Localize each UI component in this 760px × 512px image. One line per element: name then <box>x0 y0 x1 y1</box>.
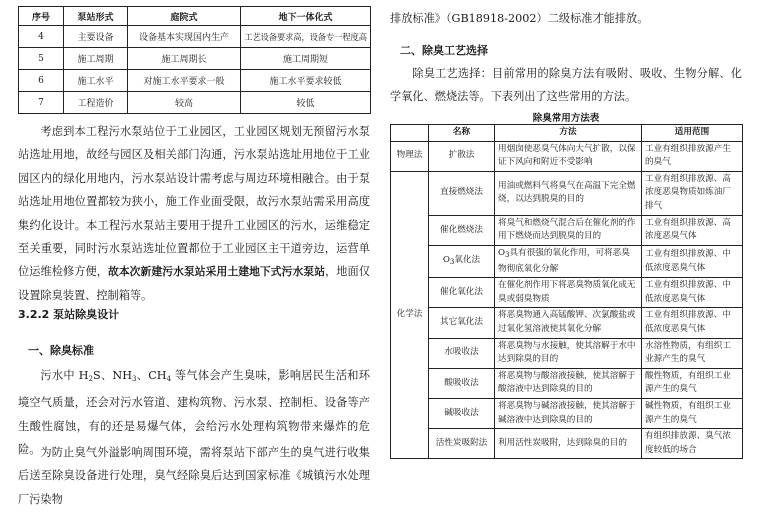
header-cell: 庭院式 <box>128 7 241 26</box>
site-selection-paragraph <box>18 120 370 307</box>
subscript: 2 <box>88 375 93 383</box>
subscript: 3 <box>449 257 455 266</box>
left-column <box>18 0 370 512</box>
table-row <box>391 215 743 245</box>
subscript: 3 <box>505 250 510 259</box>
method-name-cell: 催化氧化法 <box>429 278 495 308</box>
method-scope-cell: 水溶性物质，有组织工业源产生的臭气 <box>642 338 743 368</box>
method-name-cell: 碱吸收法 <box>429 398 495 428</box>
paragraph-text: S、NH <box>92 369 132 382</box>
table-cell: 主要设备 <box>64 26 128 48</box>
method-scope-cell: 酸性物质，有组织工业源产生的臭气 <box>642 368 743 398</box>
table-cell: 6 <box>19 70 64 92</box>
method-scope-cell: 有组织排放源、臭气浓度较低的场合 <box>642 429 743 459</box>
table-cell: 施工水平 <box>64 70 128 92</box>
method-desc-cell: 利用活性炭吸附，达到除臭的目的 <box>495 429 642 459</box>
subscript: 3 <box>131 375 137 383</box>
table-row <box>19 70 371 92</box>
odor-collection-paragraph: 为防止臭气外溢影响周围环境，需将泵站下部产生的臭气进行收集后送至除臭设备进行处理，臭气经除臭后达到国家标准《城镇污水处理厂污染物 <box>18 446 370 506</box>
table-row <box>391 278 743 308</box>
method-desc-cell <box>495 245 642 277</box>
paragraph-text: 考虑到本工程污水泵站位于工业园区，工业园区规划无预留污水泵站选址用地，故经与园区及相关部门沟通，污水泵站选址用地位于工业园区内的绿化用地内，污水泵站设计需考虑与周边环境相融合。由于泵站选址用地位置都较为狭小，施工作业面受限，故污水泵站需采用高度集约化设计。本工程污水泵站主要用于提升工业园区的污水，运维稳定至关重要，同时污水泵站选址位置都位于工业园区主干道旁边，运营单位运维检修方便， <box>18 125 370 279</box>
method-desc-cell: 将恶臭物与碱溶液接触，使其溶解于碱溶液中达到除臭的目的 <box>495 398 642 428</box>
table-row <box>391 398 743 428</box>
paragraph-text: ，地面仅设置除臭装置、控制箱等。 <box>18 265 370 302</box>
table-caption: 除臭常用方法表 <box>532 113 600 124</box>
table-row <box>391 245 743 277</box>
section-title: 3.2.2 泵站除臭设计 <box>18 308 120 321</box>
table-cell: 较高 <box>128 92 241 114</box>
method-desc-cell: 用油或燃料气将臭气在高温下完全燃烧，以达到脱臭的目的 <box>495 171 642 215</box>
table-cell: 较低 <box>241 92 371 114</box>
table-cell: 设备基本实现国内生产 <box>128 26 241 48</box>
desc-text: 具有很强的氧化作用，可将恶臭物彻底氧化分解 <box>498 247 630 274</box>
desc-text: O <box>498 247 506 258</box>
subscript: 4 <box>166 375 172 383</box>
category-cell: 化学法 <box>391 171 429 459</box>
table-cell: 施工水平要求较低 <box>241 70 371 92</box>
method-desc-cell: 将恶臭物与酸溶液接触，使其溶解于酸溶液中达到除臭的目的 <box>495 368 642 398</box>
standard-continuation-text: 排放标准》（GB18918-2002）二级标准才能排放。 <box>390 12 649 25</box>
method-name-cell: 活性炭吸附法 <box>429 429 495 459</box>
method-scope-cell: 工业有组织排放源、中低浓度恶臭气体 <box>642 308 743 338</box>
method-scope-cell: 工业有组织排放源、中低浓度恶臭气体 <box>642 245 743 277</box>
deodorization-method-table <box>390 124 743 459</box>
method-scope-cell: 工业有组织排放源、高浓度恶臭气体 <box>642 215 743 245</box>
table-cell: 施工周期 <box>64 48 128 70</box>
method-scope-cell: 工业有组织排放源、中低浓度恶臭气体 <box>642 278 743 308</box>
paragraph-text: 污水中 H <box>40 369 89 382</box>
name-text: 氧化法 <box>454 254 481 265</box>
header-cell: 泵站形式 <box>64 7 128 26</box>
header-cell: 适用范围 <box>642 125 743 142</box>
pump-station-compare-table <box>18 6 371 114</box>
method-name-cell: 扩散法 <box>429 141 495 171</box>
process-selection-paragraph: 除臭工艺选择：目前常用的除臭方法有吸附、吸收、生物分解、化学氧化、燃烧法等。下表列出了这些常用的方法。 <box>390 67 742 104</box>
right-column <box>390 0 742 512</box>
table-cell: 7 <box>19 92 64 114</box>
header-cell <box>391 125 429 142</box>
table-row <box>391 338 743 368</box>
table-header-row <box>19 7 371 26</box>
header-cell: 方法 <box>495 125 642 142</box>
table-cell: 4 <box>19 26 64 48</box>
table-header-row <box>391 125 743 142</box>
table-row <box>391 171 743 215</box>
category-cell: 物理法 <box>391 141 429 171</box>
method-desc-cell: 在催化剂作用下将恶臭物质氧化成无臭或弱臭物质 <box>495 278 642 308</box>
table-row <box>19 48 371 70</box>
table-row <box>391 429 743 459</box>
table-row <box>391 141 743 171</box>
paragraph-bold-text: 故本次新建污水泵站采用土建地下式污水泵站 <box>107 265 326 279</box>
method-name-cell <box>429 245 495 277</box>
method-name-cell: 直接燃烧法 <box>429 171 495 215</box>
table-row <box>391 308 743 338</box>
method-desc-cell: 将臭气和燃烧气混合后在催化剂的作用下燃烧而达到脱臭的目的 <box>495 215 642 245</box>
table-cell: 施工周期短 <box>241 48 371 70</box>
paragraph-text: 等气体会产生臭味，影响居民生活和环境空气质量，还会对污水管道、建构筑物、污水泵、控制柜、设备等产生酸性腐蚀，有的还是易爆气体，会给污水处理构筑物带来爆炸的危险。 <box>18 369 370 457</box>
table-row <box>391 368 743 398</box>
subsection-title-process: 二、除臭工艺选择 <box>400 44 488 57</box>
table-cell: 工程造价 <box>64 92 128 114</box>
method-desc-cell: 将恶臭物与水接触，使其溶解于水中达到除臭的目的 <box>495 338 642 368</box>
table-row <box>19 26 371 48</box>
method-name-cell: 催化燃烧法 <box>429 215 495 245</box>
table-cell: 5 <box>19 48 64 70</box>
header-cell: 名称 <box>429 125 495 142</box>
method-name-cell: 水吸收法 <box>429 338 495 368</box>
paragraph-text: 、CH <box>136 369 167 382</box>
header-cell: 序号 <box>19 7 64 26</box>
method-name-cell: 酸吸收法 <box>429 368 495 398</box>
table-row <box>19 92 371 114</box>
method-scope-cell: 碱性物质，有组织工业源产生的臭气 <box>642 398 743 428</box>
table-cell: 施工周期长 <box>128 48 241 70</box>
table-cell: 对施工水平要求一般 <box>128 70 241 92</box>
method-name-cell: 其它氧化法 <box>429 308 495 338</box>
method-desc-cell: 用烟囱使恶臭气体向大气扩散，以保证下风向和附近不受影响 <box>495 141 642 171</box>
method-scope-cell: 工业有组织排放源产生的臭气 <box>642 141 743 171</box>
name-text: O <box>442 254 450 265</box>
method-desc-cell: 将恶臭物通入高锰酸钾、次氯酸盐或过氧化氢溶液使其氧化分解 <box>495 308 642 338</box>
method-scope-cell: 工业有组织排放源、高浓度恶臭物质如炼油厂排气 <box>642 171 743 215</box>
header-cell: 地下一体化式 <box>241 7 371 26</box>
table-cell: 工艺设备要求高，设备专一程度高 <box>241 26 371 48</box>
subsection-title-standard: 一、除臭标准 <box>28 344 94 357</box>
